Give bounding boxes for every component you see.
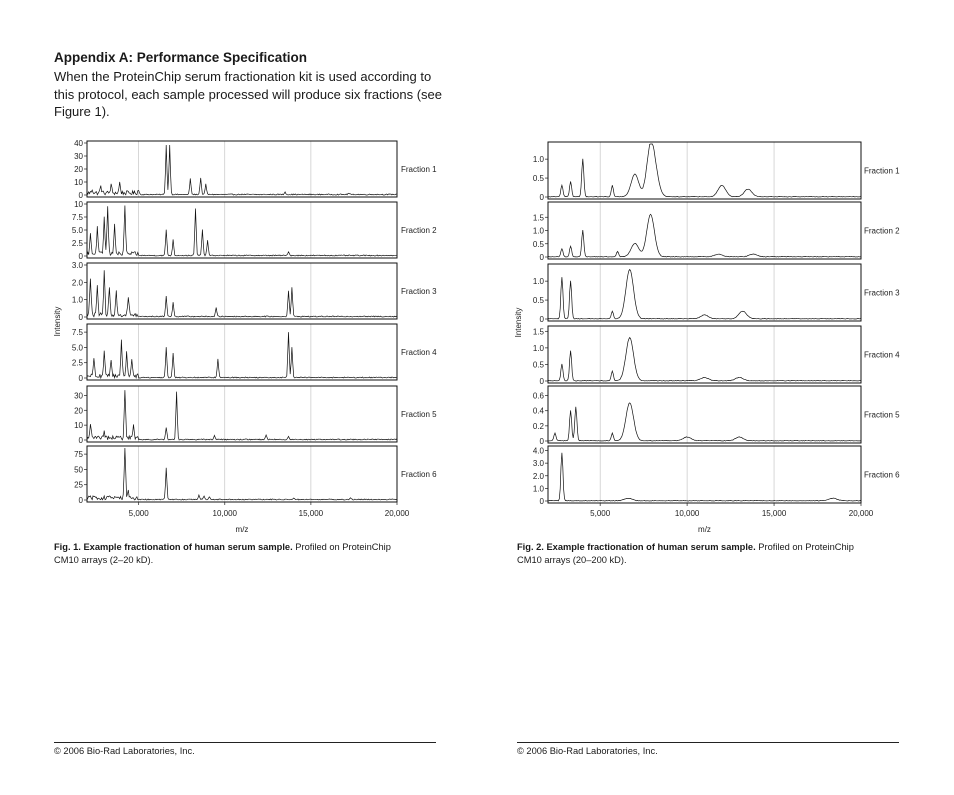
y-tick-label: 3.0 [71, 261, 83, 270]
y-tick-label: 0 [539, 253, 544, 262]
spectrum-line [548, 338, 861, 382]
fraction-label: Fraction 4 [401, 348, 437, 357]
fraction-label: Fraction 3 [864, 288, 900, 298]
fraction-label: Fraction 2 [864, 226, 900, 236]
y-tick-label: 0.4 [532, 406, 544, 416]
y-tick-label: 50 [74, 465, 83, 475]
spectrum-line [87, 145, 397, 195]
intro-paragraph: When the ProteinChip serum fractionation kit is used according to this protocol, each sample processed will produce six fractions (see Figure 1). [54, 69, 443, 119]
y-tick-label: 0.5 [532, 360, 544, 370]
spectrum-line [87, 448, 397, 500]
fraction-label: Fraction 1 [401, 165, 437, 174]
y-tick-label: 7.5 [71, 213, 83, 222]
y-tick-label: 2.0 [532, 471, 544, 481]
y-tick-label: 0 [78, 191, 83, 200]
y-tick-label: 1.0 [532, 484, 544, 494]
panel-frame [548, 386, 861, 443]
fraction-label: Fraction 2 [401, 226, 437, 235]
y-tick-label: 2.5 [71, 358, 83, 368]
fraction-panel [72, 200, 437, 261]
y-axis-label: Intensity [514, 307, 523, 338]
x-tick-label: 5,000 [128, 509, 149, 518]
y-tick-label: 25 [74, 480, 83, 490]
x-tick-label: 10,000 [212, 509, 238, 518]
y-tick-label: 30 [74, 152, 83, 161]
y-tick-label: 0 [78, 313, 83, 322]
spectrum-line [87, 332, 397, 378]
y-tick-label: 75 [74, 450, 83, 460]
fraction-label: Fraction 5 [864, 410, 900, 420]
section-heading: Appendix A: Performance Specification [54, 50, 308, 65]
figure-2-caption-text: Profiled on ProteinChip CM10 arrays (20–200 kD). [517, 542, 854, 565]
footer-rule-left [54, 742, 436, 743]
fraction-label: Fraction 5 [401, 410, 437, 419]
y-tick-label: 0.5 [532, 296, 544, 306]
y-tick-label: 0 [539, 497, 544, 506]
panel-frame [548, 446, 861, 503]
y-tick-label: 20 [74, 406, 83, 416]
panel-frame [87, 141, 397, 197]
y-tick-label: 5.0 [71, 343, 83, 353]
fraction-panel [74, 446, 437, 505]
fraction-label: Fraction 3 [401, 287, 437, 296]
spectrum-line [548, 144, 861, 197]
y-tick-label: 3.0 [532, 459, 544, 469]
y-tick-label: 0 [78, 436, 83, 445]
y-tick-label: 2.0 [71, 278, 83, 288]
x-tick-label: 5,000 [590, 509, 611, 518]
spectrum-line [87, 270, 397, 317]
footer-copyright-right: © 2006 Bio-Rad Laboratories, Inc. [517, 746, 658, 756]
y-tick-label: 0.2 [532, 421, 544, 431]
fraction-label: Fraction 4 [864, 350, 900, 360]
panel-frame [87, 386, 397, 442]
fraction-label: Fraction 6 [401, 470, 437, 479]
spectrum-line [548, 453, 861, 501]
footer-rule-right [517, 742, 899, 743]
fraction-panel [533, 386, 900, 446]
y-tick-label: 7.5 [71, 328, 83, 338]
panel-frame [87, 263, 397, 319]
fraction-panel [533, 202, 900, 262]
figure-1-caption-title: Fig. 1. Example fractionation of human serum sample. [54, 542, 293, 552]
figure-1-chart [40, 130, 440, 540]
panel-frame [87, 202, 397, 258]
spectrum-line [548, 214, 861, 257]
y-tick-label: 1.5 [532, 213, 544, 223]
fraction-panel [72, 324, 437, 383]
y-tick-label: 0 [78, 374, 83, 383]
y-tick-label: 2.5 [71, 239, 83, 248]
y-tick-label: 1.0 [71, 295, 83, 305]
fraction-panel [533, 326, 900, 386]
fraction-panel [74, 139, 437, 200]
x-tick-label: 15,000 [298, 509, 324, 518]
x-tick-label: 10,000 [674, 509, 700, 518]
fraction-panel [72, 261, 437, 322]
y-tick-label: 4.0 [532, 446, 544, 456]
x-axis-label: m/z [698, 525, 711, 534]
x-tick-label: 20,000 [848, 509, 874, 518]
x-axis-label: m/z [235, 525, 249, 534]
y-tick-label: 0 [78, 496, 83, 505]
figure-2-caption-title: Fig. 2. Example fractionation of human serum sample. [517, 542, 756, 552]
fraction-panel [74, 386, 437, 445]
y-tick-label: 0 [539, 437, 544, 446]
fraction-panel [533, 446, 900, 506]
figure-2-caption [517, 541, 877, 567]
y-tick-label: 1.0 [532, 155, 544, 165]
y-tick-label: 0.5 [532, 174, 544, 184]
y-tick-label: 1.0 [532, 343, 544, 353]
y-tick-label: 10 [74, 178, 83, 187]
y-tick-label: 0.5 [532, 239, 544, 249]
spectrum-line [87, 390, 397, 440]
y-tick-label: 20 [74, 165, 83, 174]
y-tick-label: 1.0 [532, 226, 544, 236]
figure-1-caption-text: Profiled on ProteinChip CM10 arrays (2–20 kD). [54, 542, 391, 565]
panel-frame [548, 264, 861, 321]
y-tick-label: 0 [539, 377, 544, 386]
fraction-panel [533, 264, 900, 324]
fraction-label: Fraction 6 [864, 470, 900, 480]
fraction-panel [533, 142, 900, 202]
y-tick-label: 30 [74, 391, 83, 401]
panel-frame [548, 142, 861, 199]
y-tick-label: 40 [74, 139, 83, 148]
y-tick-label: 5.0 [71, 226, 83, 235]
x-tick-label: 20,000 [384, 509, 410, 518]
y-tick-label: 0 [78, 252, 83, 261]
x-tick-label: 15,000 [761, 509, 787, 518]
y-tick-label: 0 [539, 315, 544, 324]
panel-frame [87, 324, 397, 380]
y-tick-label: 0.6 [532, 391, 544, 401]
y-tick-label: 1.0 [532, 277, 544, 287]
figure-2-chart [505, 130, 915, 540]
y-tick-label: 10 [74, 200, 83, 209]
y-tick-label: 10 [74, 421, 83, 431]
panel-frame [548, 202, 861, 259]
spectrum-line [87, 206, 397, 257]
spectrum-line [548, 270, 861, 320]
spectrum-line [548, 403, 861, 441]
fraction-label: Fraction 1 [864, 166, 900, 176]
footer-copyright-left: © 2006 Bio-Rad Laboratories, Inc. [54, 746, 195, 756]
y-tick-label: 0 [539, 193, 544, 202]
figure-1-caption [54, 541, 414, 567]
y-tick-label: 1.5 [532, 327, 544, 337]
panel-frame [548, 326, 861, 383]
y-axis-label: Intensity [53, 306, 62, 337]
panel-frame [87, 446, 397, 502]
